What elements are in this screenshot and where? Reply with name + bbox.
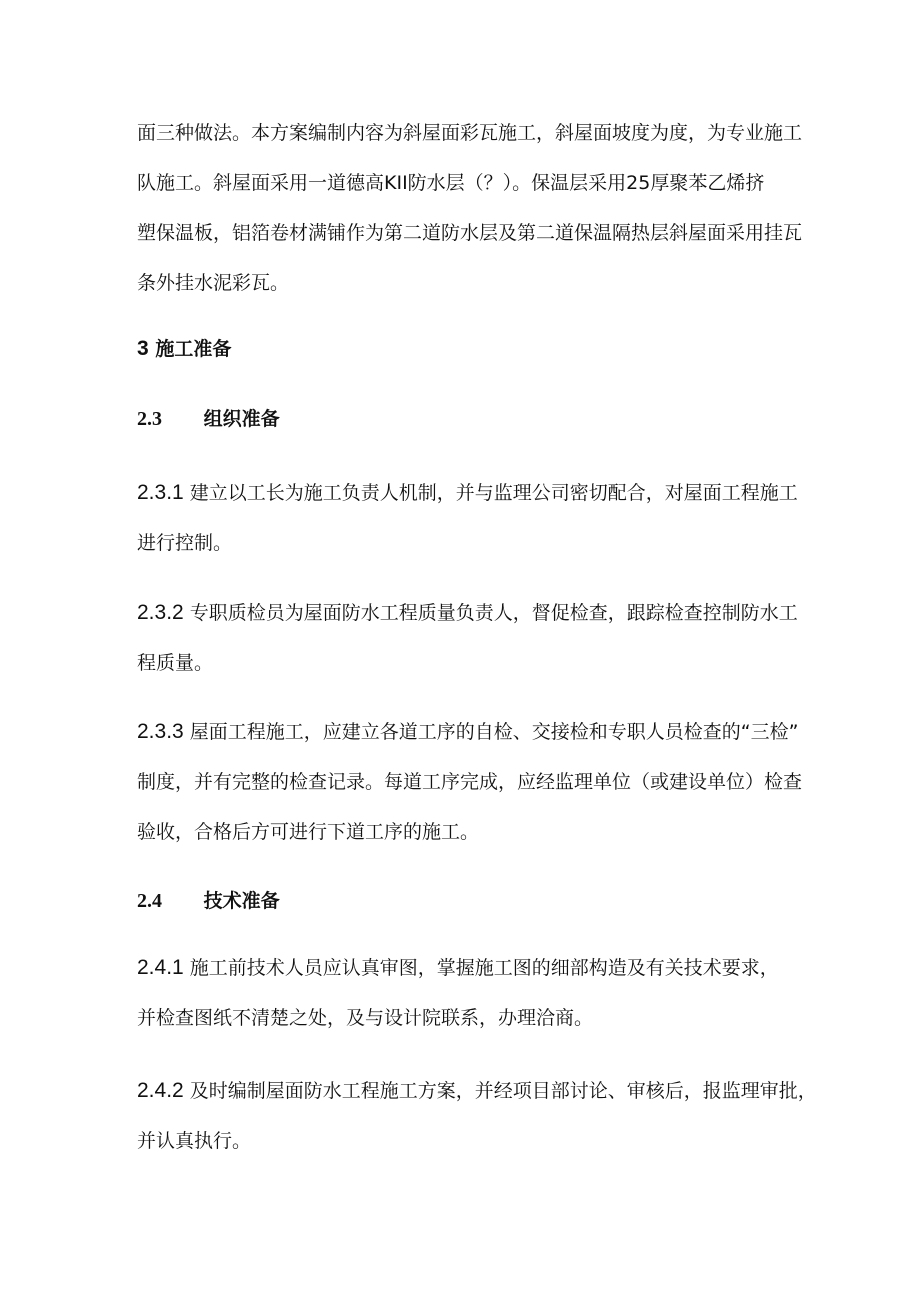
paragraph-2-3-2-line-2: 程质量。 xyxy=(137,652,214,674)
paragraph-2-4-1-line-2: 并检查图纸不清楚之处，及与设计院联系，办理洽商。 xyxy=(137,1007,594,1029)
paragraph-2-3-2-line-1: 专职质检员为屋面防水工程质量负责人，督促检查，跟踪检查控制防水工 xyxy=(189,602,798,624)
paragraph-2-4-2-line-2: 并认真执行。 xyxy=(137,1130,252,1152)
section-2-3-heading xyxy=(137,400,787,438)
paragraph-2-3-3-line-2: 制度，并有完整的检查记录。每道工序完成，应经监理单位（或建设单位）检查 xyxy=(137,771,803,793)
section-3-number: 3 xyxy=(137,337,149,360)
paragraph-2-4-2-line-1: 及时编制屋面防水工程施工方案，并经项目部讨论、审核后，报监理审批， xyxy=(189,1080,817,1102)
paragraph-2-3-3-line-1: 屋面工程施工，应建立各道工序的自检、交接检和专职人员检查的“三检” xyxy=(189,721,799,743)
section-3-heading xyxy=(137,330,787,368)
section-3-title: 施工准备 xyxy=(155,338,232,360)
paragraph-2-3-1-line-2: 进行控制。 xyxy=(137,532,233,554)
intro-paragraph xyxy=(137,114,803,302)
paragraph-2-4-1-line-1: 施工前技术人员应认真审图，掌握施工图的细部构造及有关技术要求， xyxy=(189,957,779,979)
section-2-3-number: 2.3 xyxy=(137,408,162,430)
paragraph-2-4-1-number: 2.4.1 xyxy=(137,956,184,979)
section-2-4-heading xyxy=(137,882,787,920)
paragraph-2-3-3 xyxy=(137,713,803,851)
intro-line-4: 条外挂水泥彩瓦。 xyxy=(137,272,290,294)
paragraph-2-4-1 xyxy=(137,949,787,1037)
section-2-3-title: 组织准备 xyxy=(203,408,280,430)
paragraph-2-3-3-line-3: 验收，合格后方可进行下道工序的施工。 xyxy=(137,821,480,843)
paragraph-2-3-2 xyxy=(137,594,798,682)
paragraph-2-3-2-number: 2.3.2 xyxy=(137,601,184,624)
section-2-4-title: 技术准备 xyxy=(203,890,280,912)
paragraph-2-3-1-line-1: 建立以工长为施工负责人机制，并与监理公司密切配合，对屋面工程施工 xyxy=(189,482,798,504)
intro-line-1: 面三种做法。本方案编制内容为斜屋面彩瓦施工，斜屋面坡度为度，为专业施工 xyxy=(137,122,803,144)
paragraph-2-3-1-number: 2.3.1 xyxy=(137,481,184,504)
intro-line-2: 队施工。斜屋面采用一道德高KII防水层（？）。保温层采用25厚聚苯乙烯挤 xyxy=(137,172,765,194)
paragraph-2-4-2-number: 2.4.2 xyxy=(137,1079,184,1102)
intro-line-3: 塑保温板，铝箔卷材满铺作为第二道防水层及第二道保温隔热层斜屋面采用挂瓦 xyxy=(137,222,803,244)
paragraph-2-4-2 xyxy=(137,1072,817,1160)
section-2-4-number: 2.4 xyxy=(137,890,162,912)
paragraph-2-3-1 xyxy=(137,474,798,562)
paragraph-2-3-3-number: 2.3.3 xyxy=(137,720,184,743)
